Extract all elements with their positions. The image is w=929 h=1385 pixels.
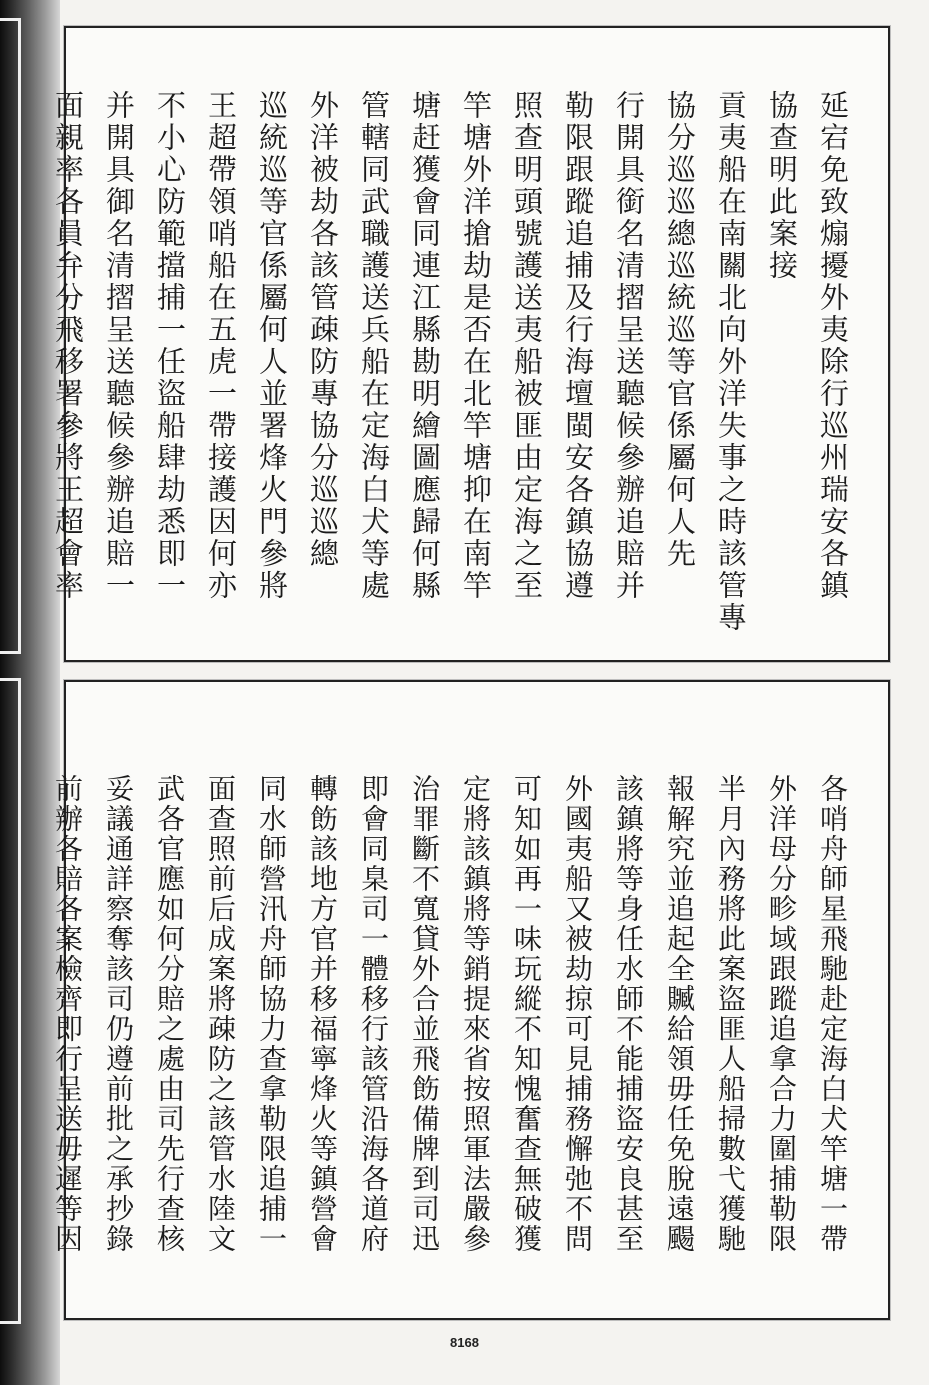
text-columns-top — [51, 28, 888, 660]
facing-page-frame-bottom — [0, 678, 21, 1324]
text-column: 可知如再一味玩縱不知愧奮查無破獲 — [510, 774, 543, 1254]
text-column: 外洋被劫各該管疎防專協分巡巡總 — [306, 90, 340, 570]
text-column: 即會同臬司一體移行該管沿海各道府 — [357, 774, 390, 1254]
text-column: 各哨舟師星飛馳赴定海白犬竿塘一帶 — [816, 774, 849, 1254]
text-column: 面查照前后成案將疎防之該管水陸文 — [204, 774, 237, 1254]
text-column: 該鎮將等身任水師不能捕盜安良甚至 — [612, 774, 645, 1254]
text-column: 王超帶領哨船在五虎一帶接護因何亦 — [204, 90, 238, 602]
text-column: 報解究並追起全贓給領毋任免脫遠颺 — [663, 774, 696, 1254]
text-column: 協分巡巡總巡統巡等官係屬何人先 — [663, 90, 697, 570]
text-column: 貢夷船在南關北向外洋失事之時該管專 — [714, 90, 748, 634]
text-column: 不小心防範擋捕一任盜船肆劫悉即一 — [153, 90, 187, 602]
text-column: 塘赶獲會同連江縣勘明繪圖應歸何縣 — [408, 90, 442, 602]
text-column: 勒限跟蹤追捕及行海壇閩安各鎮協遵 — [561, 90, 595, 602]
text-column: 行開具銜名清摺呈送聽候參辦追賠并 — [612, 90, 646, 602]
facing-page-frame-top — [0, 18, 21, 654]
text-column: 協查明此案接 — [765, 90, 799, 282]
text-columns-bottom — [51, 682, 888, 1318]
manuscript-panel-top — [51, 26, 890, 662]
page-number: 8168 — [450, 1335, 479, 1350]
text-column: 轉飭該地方官并移福寧烽火等鎮營會 — [306, 774, 339, 1254]
text-column: 妥議通詳察奪該司仍遵前批之承抄錄 — [102, 774, 135, 1254]
text-column: 面親率各員弁分飛移署參將王超會率 — [51, 90, 85, 602]
text-column: 同水師營汛舟師協力查拿勒限追捕一 — [255, 774, 288, 1254]
text-column: 武各官應如何分賠之處由司先行查核 — [153, 774, 186, 1254]
text-column: 延宕免致煽擾外夷除行巡州瑞安各鎮 — [816, 90, 850, 602]
text-column: 外國夷船又被劫掠可見捕務懈弛不問 — [561, 774, 594, 1254]
text-column: 巡統巡等官係屬何人並署烽火門參將 — [255, 90, 289, 602]
text-column: 外洋母分畛域跟蹤追拿合力圍捕勒限 — [765, 774, 798, 1254]
manuscript-panel-bottom — [51, 680, 890, 1320]
text-column: 半月內務將此案盜匪人船掃數弋獲馳 — [714, 774, 747, 1254]
text-column: 照查明頭號護送夷船被匪由定海之至 — [510, 90, 544, 602]
text-column: 竿塘外洋搶劫是否在北竿塘抑在南竿 — [459, 90, 493, 602]
text-column: 管轄同武職護送兵船在定海白犬等處 — [357, 90, 391, 602]
text-column: 定將該鎮將等銷提來省按照軍法嚴參 — [459, 774, 492, 1254]
text-column: 并開具御名清摺呈送聽候參辦追賠一 — [102, 90, 136, 602]
text-column: 治罪斷不寬貸外合並飛飭備牌到司迅 — [408, 774, 441, 1254]
text-column: 前辦各賠各案檢齊即行呈送毋遲等因 — [51, 774, 84, 1254]
